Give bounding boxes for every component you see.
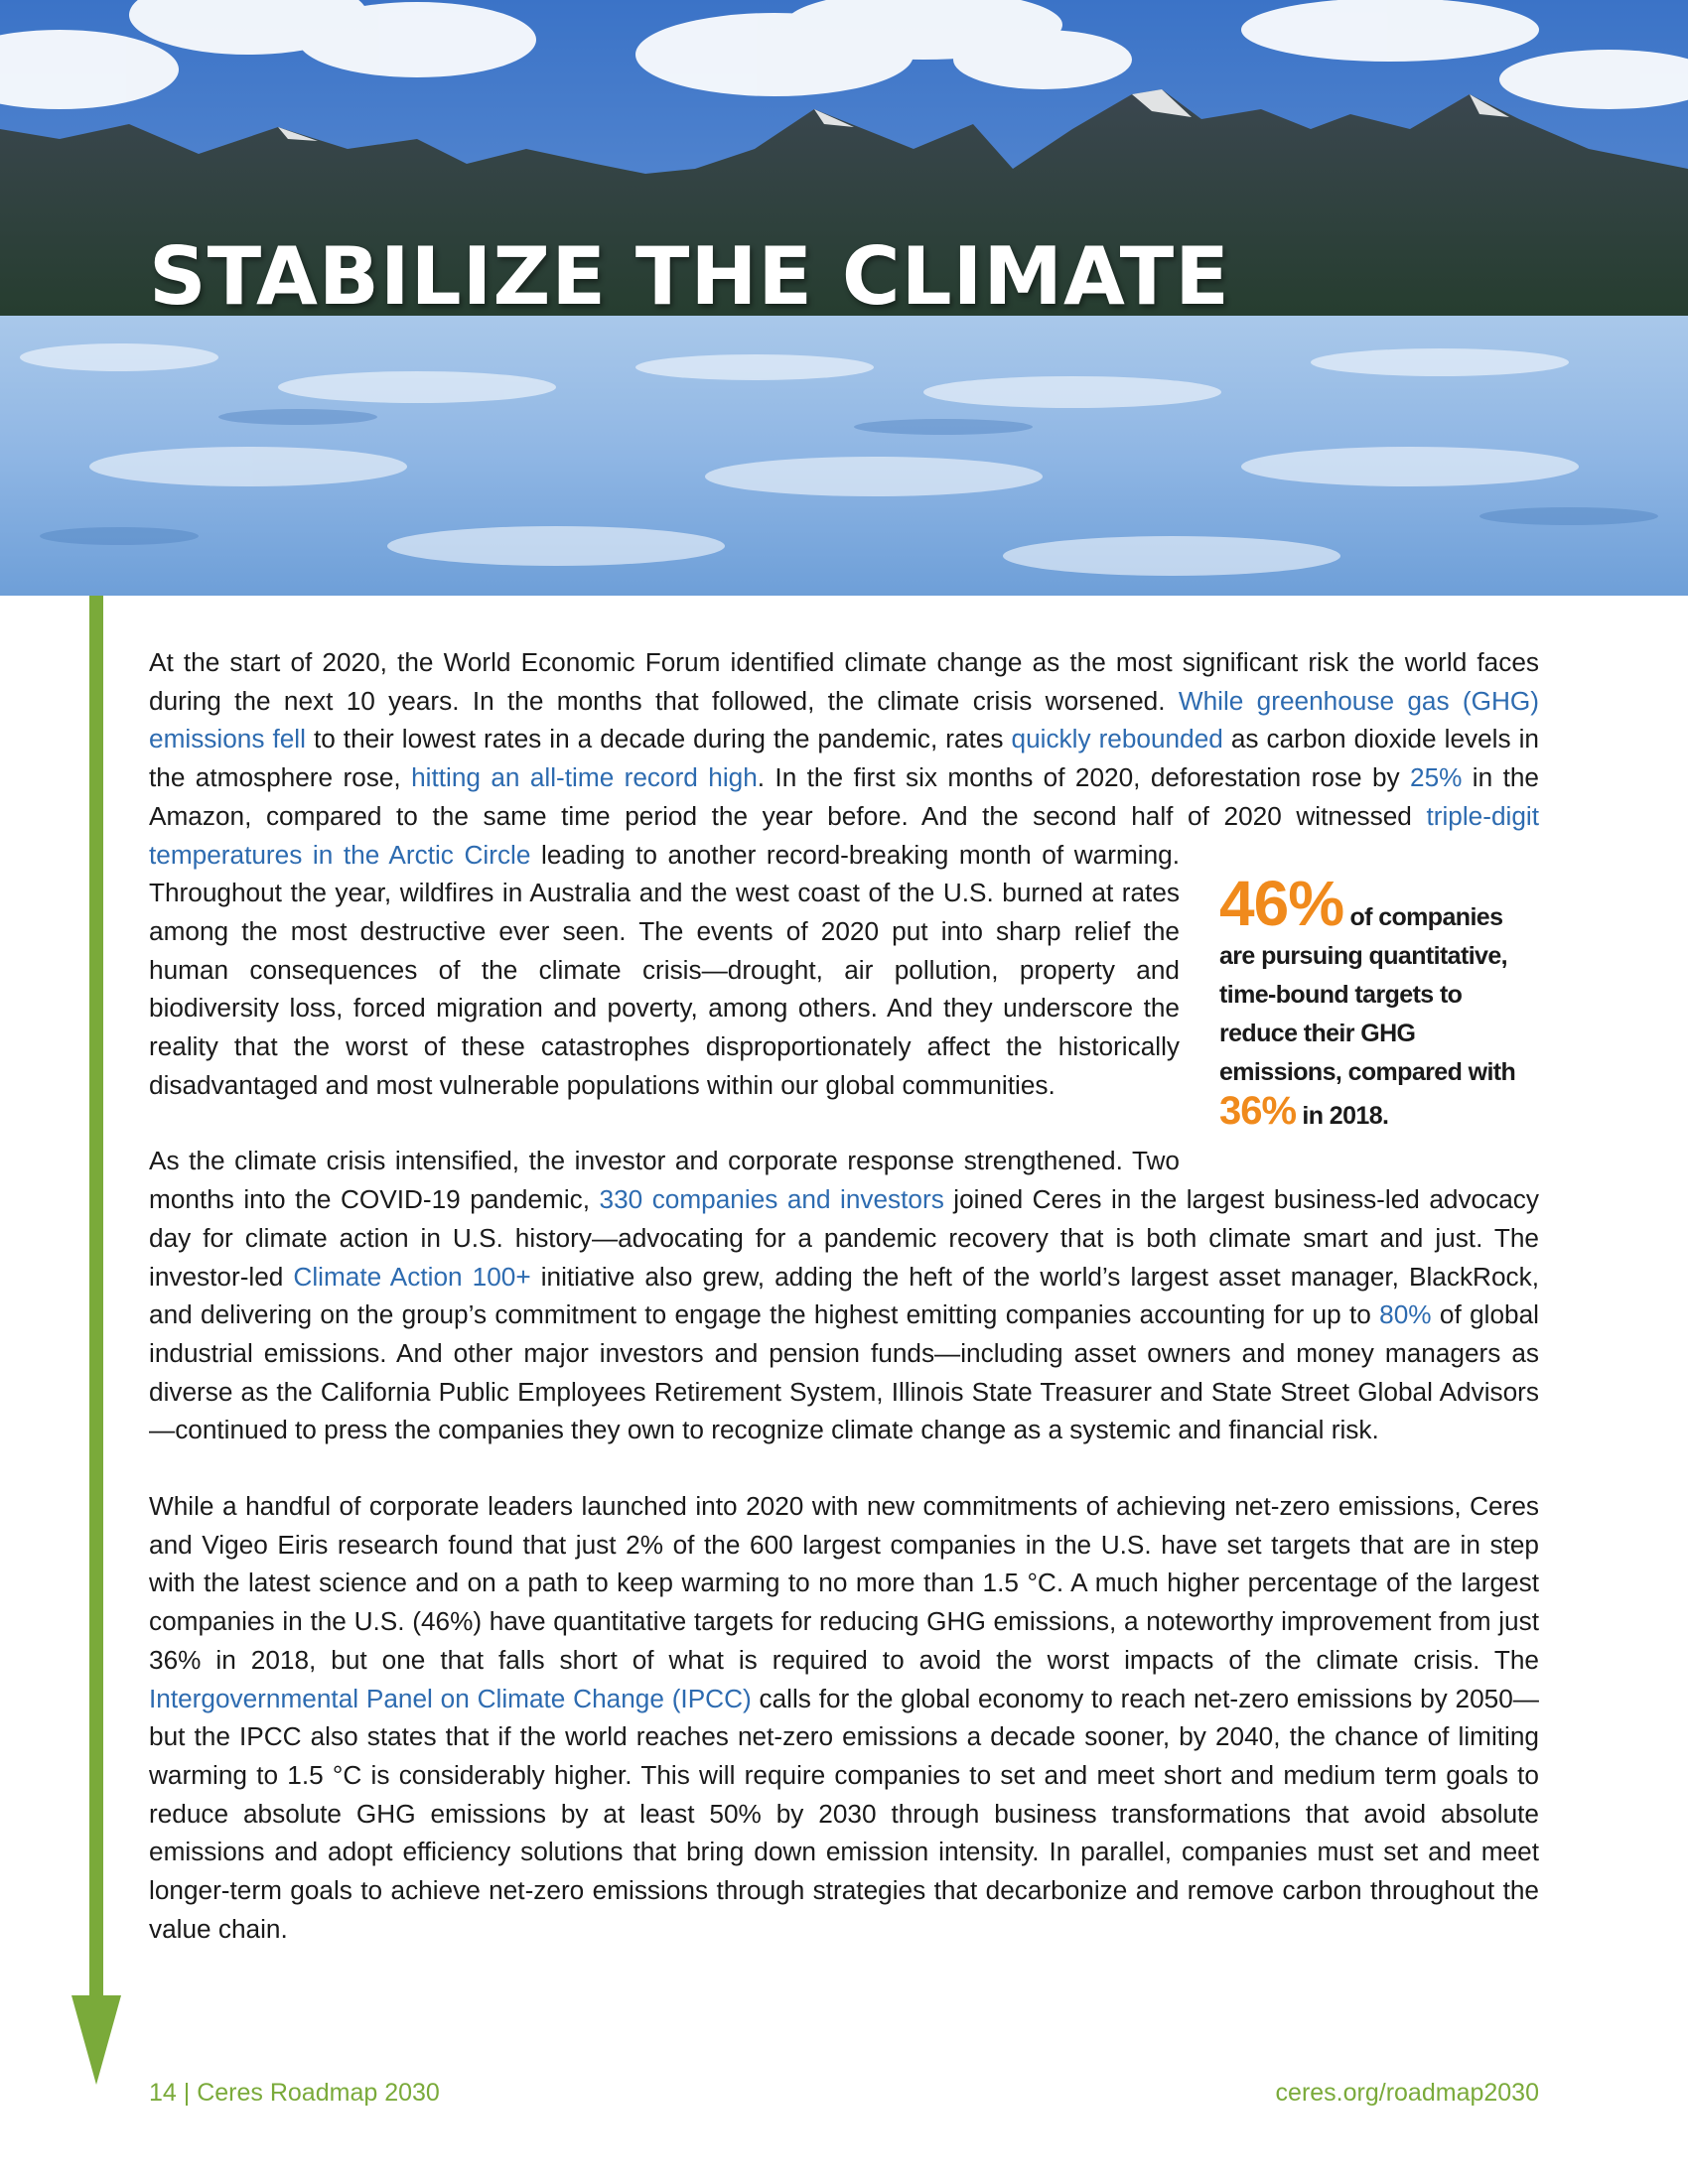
footer-url-link[interactable]: ceres.org/roadmap2030 [1275, 2079, 1539, 2107]
link-deforestation-25pct[interactable]: 25% [1410, 762, 1463, 793]
paragraph-response: As the climate crisis intensified, the investor and corporate response strengthened. Two months into the COVID-19 pandemic, 330 companies and investors joined Ceres in the largest business-led advocacy day for climate action in U.S. history—advocating for a pandemic recovery that is both climate smart and just. The investor-led Climate Action 100+ initiative also grew, adding the heft of the world’s largest asset manager, BlackRock, and delivering on the group’s commitment to engage the highest emitting companies accounting for up to 80% of global industrial emissions. And other major investors and pension funds—including asset owners and money managers as diverse as the California Public Employees Retirement System, Illinois State Treasurer and State Street Global Advisors—continued to press the companies they own to recognize climate change as a systemic and financial risk. [149, 1146, 1539, 1445]
stat-callout [1219, 867, 1539, 1136]
page-title: STABILIZE THE CLIMATE [149, 230, 1230, 323]
paragraph-intro: At the start of 2020, the World Economic Forum identified climate change as the most significant risk the world faces during the next 10 years. In the months that followed, the climate crisis worsened. While greenhouse gas (GHG) emissions fell to their lowest rates in a decade during the pandemic, rates quickly rebounded as carbon dioxide levels in the atmosphere rose, hitting an all-time record high. In the first six months of 2020, deforestation rose by 25% in the Amazon, compared to the same time period the year before. And the second half of 2020 witnessed triple-digit temperatures in the Arctic Circle 46% of companies are pursuing quantitative, time-bound targets to reduce their GHG emissions, compared with 36% in 2018. leading to another record-breaking month of warming. Throughout the year, wildfires in Australia and the west coast of the U.S. burned at rates among the most destructive ever seen. The events of 2020 put into sharp relief the human consequences of the climate crisis—drought, air pollution, property and biodiversity loss, forced migration and poverty, among others. And they underscore the reality that the worst of these catastrophes disproportionately affect the historically disadvantaged and most vulnerable populations within our global communities. [149, 643, 1539, 1104]
link-arctic-temperatures[interactable]: triple-digit temperatures in the Arctic Circle [149, 800, 1539, 870]
link-80pct-emissions[interactable]: 80% [1379, 1299, 1432, 1330]
publication-name: Ceres Roadmap 2030 [197, 2079, 440, 2107]
stat-current-text: of companies are pursuing quantitative, time-bound targets to reduce their GHG emissions, compared with [1219, 902, 1516, 1086]
footer-separator: | [183, 2079, 191, 2107]
page-number: 14 [149, 2079, 177, 2107]
link-record-high[interactable]: hitting an all-time record high [411, 762, 758, 793]
stat-prior-text: in 2018. [1302, 1101, 1389, 1130]
hero-banner [0, 0, 1688, 596]
link-quickly-rebounded[interactable]: quickly rebounded [1011, 724, 1223, 754]
footer-left [149, 2079, 440, 2108]
down-arrow-icon [71, 596, 141, 2085]
stat-current-percent: 46% [1219, 867, 1344, 939]
page-footer [149, 2079, 1539, 2111]
article-body [149, 643, 1539, 1986]
link-ipcc[interactable]: Intergovernmental Panel on Climate Change (IPCC) [149, 1683, 752, 1713]
link-climate-action-100[interactable]: Climate Action 100+ [293, 1261, 531, 1292]
link-330-companies[interactable]: 330 companies and investors [599, 1184, 944, 1215]
link-emissions-fell[interactable]: While greenhouse gas (GHG) emissions fell [149, 685, 1539, 754]
stat-prior-percent: 36% [1219, 1088, 1297, 1133]
paragraph-net-zero: While a handful of corporate leaders launched into 2020 with new commitments of achieving net-zero emissions, Ceres and Vigeo Eiris research found that just 2% of the 600 largest companies in the U.S. have set targets that are in step with the latest science and on a path to keep warming to no more than 1.5 °C. A much higher percentage of the largest companies in the U.S. (46%) have quantitative targets for reducing GHG emissions, a noteworthy improvement from just 36% in 2018, but one that falls short of what is required to avoid the worst impacts of the climate crisis. The Intergovernmental Panel on Climate Change (IPCC) calls for the global economy to reach net-zero emissions by 2050—but the IPCC also states that if the world reaches net-zero emissions a decade sooner, by 2040, the chance of limiting warming to 1.5 °C is considerably higher. This will require companies to set and meet short and medium term goals to reduce absolute GHG emissions by at least 50% by 2030 through business transformations that avoid absolute emissions and adopt efficiency solutions that bring down emission intensity. In parallel, companies must set and meet longer-term goals to achieve net-zero emissions through strategies that decarbonize and remove carbon throughout the value chain. [149, 1491, 1539, 1944]
